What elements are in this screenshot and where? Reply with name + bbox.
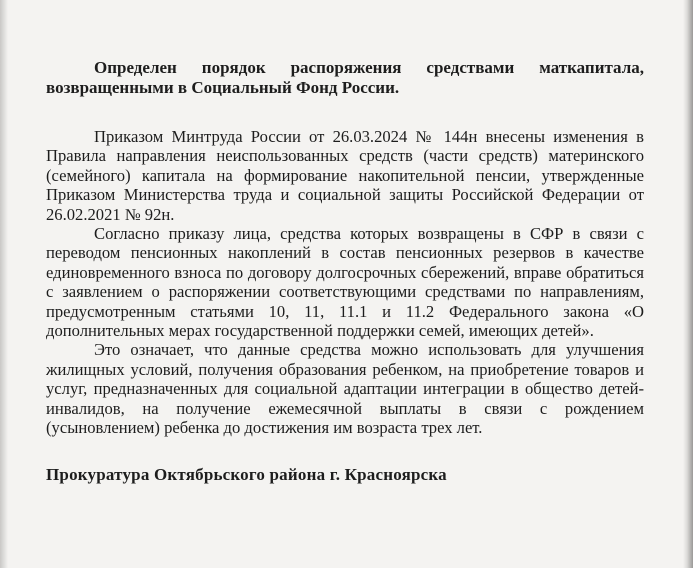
paragraph-usage-explanation: Это означает, что данные средства можно использовать для улучшения жилищных условий, получения образования ребенком, на приобретение товаров и услуг, предназначенных для социальной адаптации интеграции в общество детей-инвалидов, на получение ежемесячной выплаты в связи с рождением (усыновлением) ребенка до достижения им возраста трех лет. (46, 340, 644, 438)
page-shadow-left (0, 0, 8, 568)
reverse-side-bleed-through (46, 520, 656, 537)
signature-prosecutor-office: Прокуратура Октябрьского района г. Красноярска (46, 464, 447, 484)
paragraph-order-content: Согласно приказу лица, средства которых возвращены в СФР в связи с переводом пенсионных накоплений в состав пенсионных резервов в качестве единовременного взноса по договору долгосрочных сбережений, вправе обратиться с заявлением о распоряжении соответствующими средствами по направлениям, предусмотренным статьями 10, 11, 11.1 и 11.2 Федерального закона «О дополнительных мерах государственной поддержки семей, имеющих детей». (46, 224, 644, 341)
paragraph-order-amendment: Приказом Минтруда России от 26.03.2024 № 144н внесены изменения в Правила направления неиспользованных средств (части средств) материнского (семейного) капитала на формирование накопительной пенсии, утвержденные Приказом Министерства труда и социальной защиты Российской Федерации от 26.02.2021 № 92н. (46, 127, 644, 224)
document-body (46, 58, 644, 485)
page-shadow-right (683, 0, 693, 568)
document-title: Определен порядок распоряжения средствами маткапитала, возвращенными в Социальный Фонд России. (46, 58, 644, 97)
